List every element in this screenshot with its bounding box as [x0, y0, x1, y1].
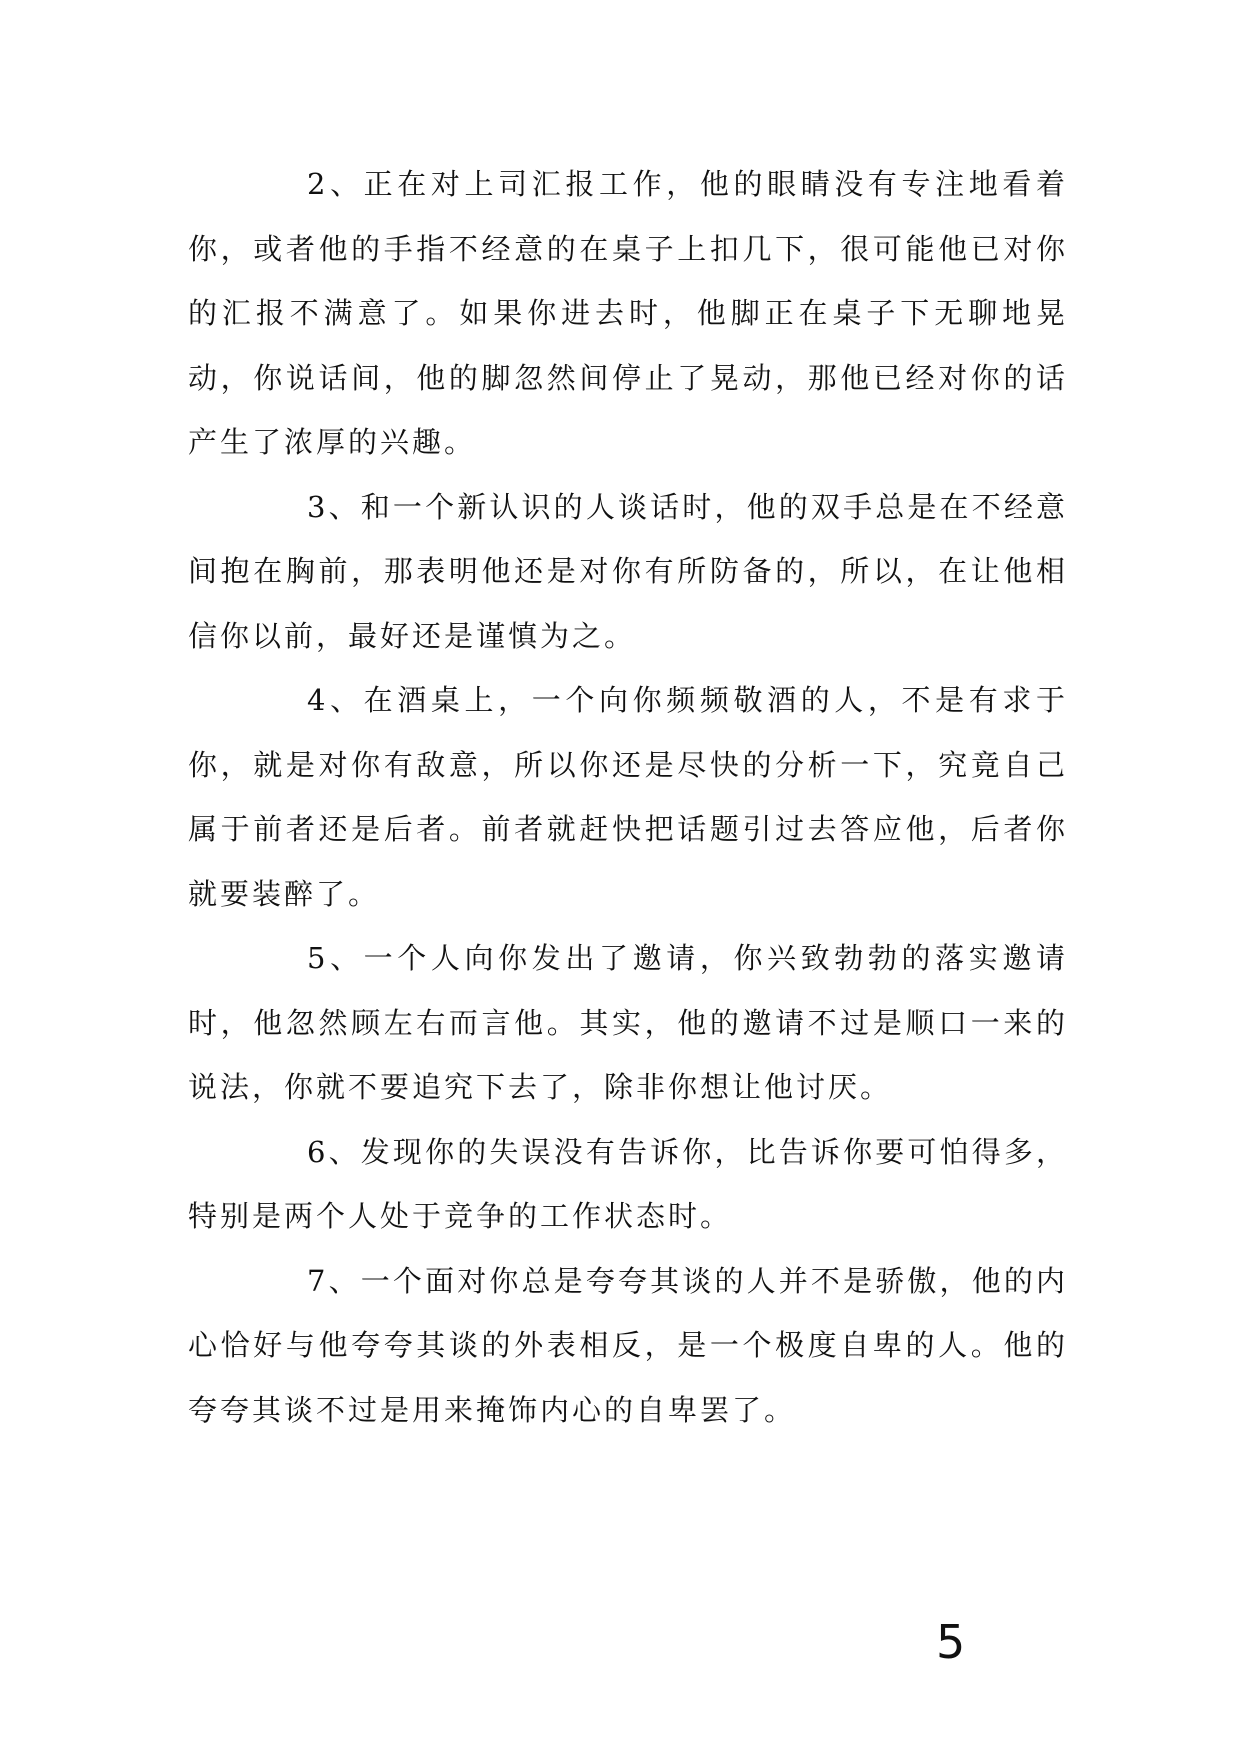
paragraph-7: 7、一个面对你总是夸夸其谈的人并不是骄傲，他的内心恰好与他夸夸其谈的外表相反，是一个极度自卑的人。他的夸夸其谈不过是用来掩饰内心的自卑罢了。: [188, 1263, 1068, 1427]
paragraph-3: 3、和一个新认识的人谈话时，他的双手总是在不经意间抱在胸前，那表明他还是对你有所防备的，所以，在让他相信你以前，最好还是谨慎为之。: [188, 489, 1068, 653]
paragraph-5: 5、一个人向你发出了邀请，你兴致勃勃的落实邀请时，他忽然顾左右而言他。其实，他的邀请不过是顺口一来的说法，你就不要追究下去了，除非你想让他讨厌。: [188, 941, 1068, 1104]
page-number: 5: [936, 1615, 966, 1669]
body-text: [188, 152, 1068, 1442]
paragraph-6: 6、发现你的失误没有告诉你，比告诉你要可怕得多，特别是两个人处于竞争的工作状态时。: [188, 1134, 1068, 1233]
paragraph-4: 4、在酒桌上，一个向你频频敬酒的人，不是有求于你，就是对你有敌意，所以你还是尽快的分析一下，究竟自己属于前者还是后者。前者就赶快把话题引过去答应他，后者你就要装醉了。: [188, 683, 1068, 911]
paragraph-2: 2、正在对上司汇报工作，他的眼睛没有专注地看着你，或者他的手指不经意的在桌子上扣几下，很可能他已对你的汇报不满意了。如果你进去时，他脚正在桌子下无聊地晃动，你说话间，他的脚忽然间停止了晃动，那他已经对你的话产生了浓厚的兴趣。: [188, 167, 1068, 459]
